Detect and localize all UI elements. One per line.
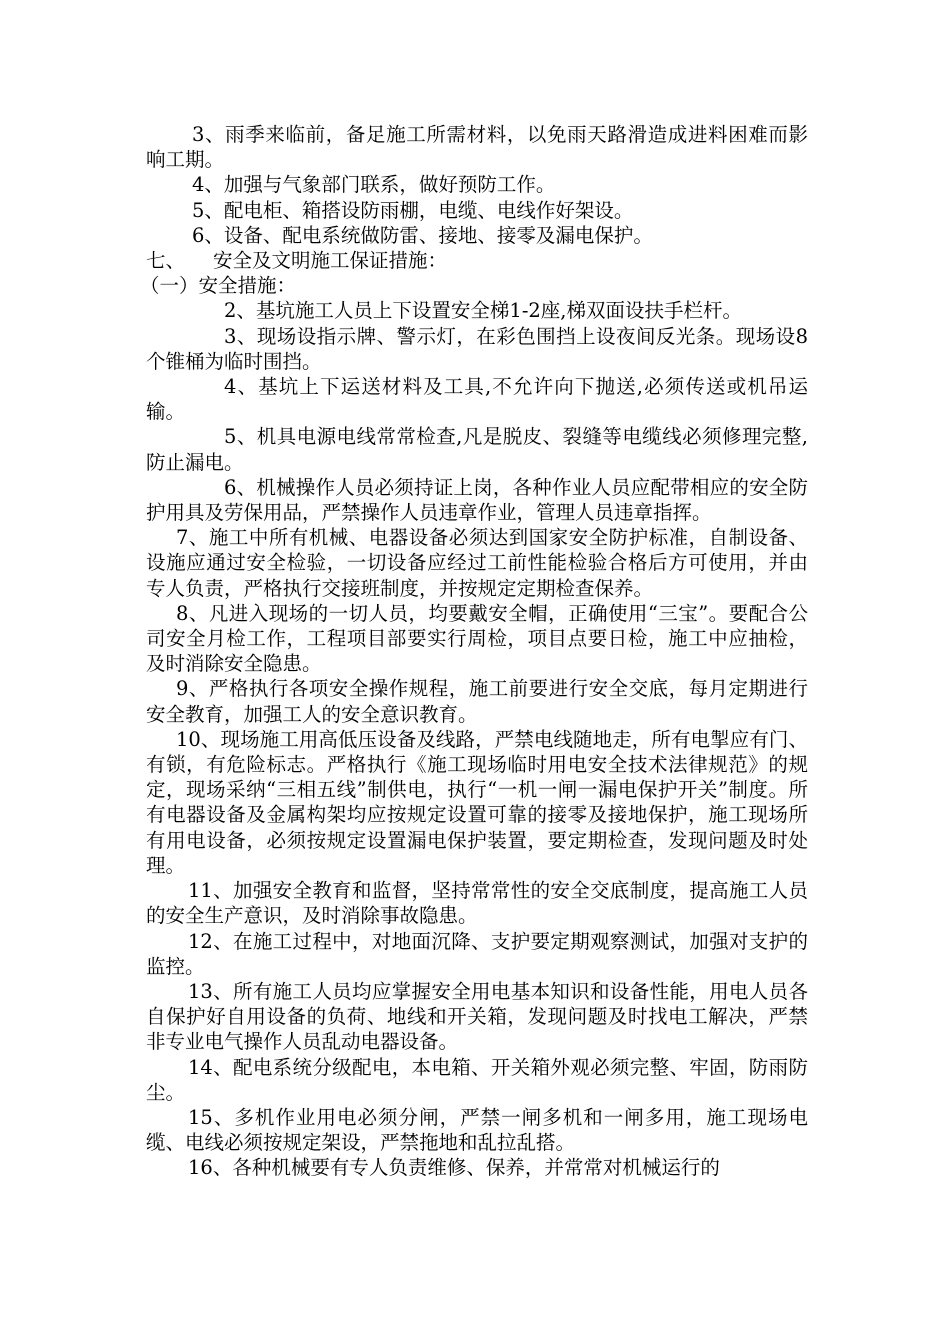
list-item: 2、基坑施工人员上下设置安全梯1-2座,梯双面设扶手栏杆。 xyxy=(224,299,743,323)
section-heading xyxy=(146,248,808,273)
paragraph-rain-shelter: 5、配电柜、箱搭设防雨棚，电缆、电线作好架设。 xyxy=(192,198,634,222)
list-item: 15、多机作业用电必须分闸，严禁一闸多机和一闸多用，施工现场电缆、电线必须按规定架设，严禁拖地和乱拉乱搭。 xyxy=(146,1105,808,1155)
section-title: 安全及文明施工保证措施： xyxy=(213,249,448,273)
list-item: 13、所有施工人员均应掌握安全用电基本知识和设备性能，用电人员各自保护好自用设备的负荷、地线和开关箱，发现问题及时找电工解决，严禁非专业电气操作人员乱动电器设备。 xyxy=(146,979,808,1054)
section-number: 七、 xyxy=(146,249,186,273)
list-item: 11、加强安全教育和监督，坚持常常性的安全交底制度，提高施工人员的安全生产意识，及时消除事故隐患。 xyxy=(146,879,808,928)
list-item: 5、机具电源电线常常检查,凡是脱皮、裂缝等电缆线必须修理完整, 防止漏电。 xyxy=(146,425,808,474)
list-item: 8、凡进入现场的一切人员，均要戴安全帽，正确使用“三宝”。要配合公司安全月检工作，工程项目部要实行周检，项目点要日检，施工中应抽检，及时消除安全隐患。 xyxy=(146,601,808,676)
paragraph-weather-liaison: 4、加强与气象部门联系，做好预防工作。 xyxy=(192,173,556,197)
list-item: 9、严格执行各项安全操作规程，施工前要进行安全交底，每月定期进行安全教育，加强工人的安全意识教育。 xyxy=(146,677,808,726)
list-item: 7、施工中所有机械、电器设备必须达到国家安全防护标准，自制设备、设施应通过安全检验，一切设备应经过工前性能检验合格后方可使用，并由专人负责，严格执行交接班制度，并按规定定期检查保养。 xyxy=(146,526,808,600)
list-item: 14、配电系统分级配电，本电箱、开关箱外观必须完整、牢固，防雨防尘。 xyxy=(146,1055,808,1104)
paragraph-rainy-season-materials: 3、雨季来临前，备足施工所需材料，以免雨天路滑造成进料困难而影响工期。 xyxy=(146,123,808,172)
list-item: 3、现场设指示牌、警示灯，在彩色围挡上设夜间反光条。现场设8个锥桶为临时围挡。 xyxy=(146,324,808,373)
list-item: 16、各种机械要有专人负责维修、保养，并常常对机械运行的 xyxy=(188,1156,720,1180)
list-item: 4、基坑上下运送材料及工具,不允许向下抛送,必须传送或机吊运输。 xyxy=(146,375,808,424)
document-body xyxy=(140,122,808,1181)
list-item: 12、在施工过程中，对地面沉降、支护要定期观察测试，加强对支护的监控。 xyxy=(146,929,808,978)
sub-heading: （一）安全措施： xyxy=(140,274,297,298)
paragraph-lightning-protection: 6、设备、配电系统做防雷、接地、接零及漏电保护。 xyxy=(192,223,653,247)
list-item: 6、机械操作人员必须持证上岗，各种作业人员应配带相应的安全防护用具及劳保用品，严禁操作人员违章作业，管理人员违章指挥。 xyxy=(146,475,808,525)
list-item: 10、现场施工用高低压设备及线路，严禁电线随地走，所有电掣应有门、有锁，有危险标志。严格执行《施工现场临时用电安全技术法律规范》的规定，现场采纳“三相五线”制供电，执行“一机一闸一漏电保护开关”制度。所有电器设备及金属构架均应按规定设置可靠的接零及接地保护，施工现场所有用电设备，必须按规定设置漏电保护装置，要定期检查，发现问题及时处理。 xyxy=(146,727,808,877)
